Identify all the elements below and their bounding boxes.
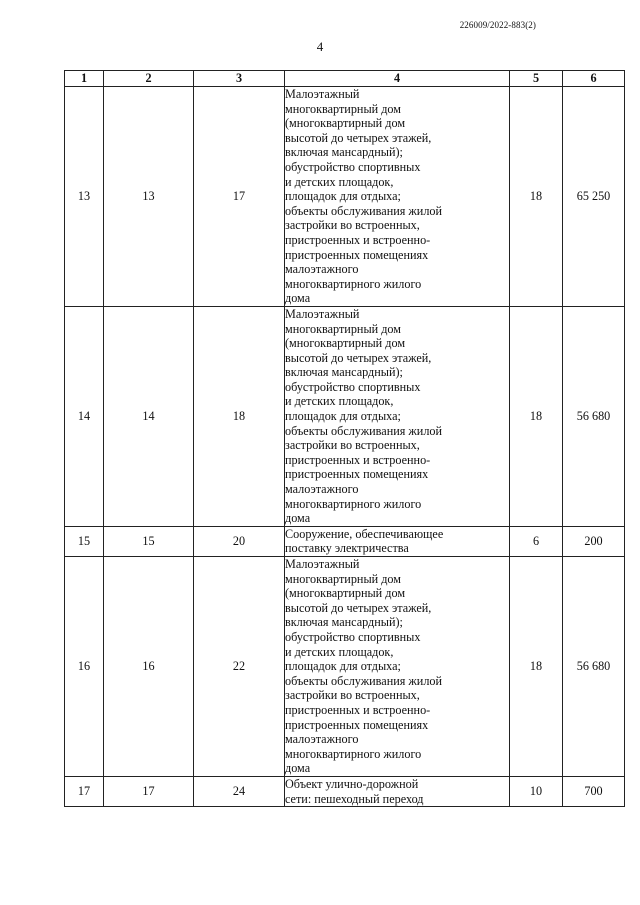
description-line: Сооружение, обеспечивающее bbox=[285, 526, 444, 541]
column-5-cell: 10 bbox=[510, 776, 563, 806]
description-line: застройки во встроенных, bbox=[285, 438, 420, 453]
description-line: площадок для отдыха; bbox=[285, 659, 401, 674]
description-line: дома bbox=[285, 291, 311, 306]
area-cell: 56 680 bbox=[563, 306, 625, 526]
description-line: высотой до четырех этажей, bbox=[285, 350, 432, 365]
description-line: многоквартирного жилого bbox=[285, 746, 422, 761]
column-header: 4 bbox=[285, 71, 510, 87]
usage-description-cell bbox=[285, 557, 510, 777]
description-line: Малоэтажный bbox=[285, 557, 360, 571]
description-line: поставку электричества bbox=[285, 541, 409, 556]
description-line: Малоэтажный bbox=[285, 87, 360, 101]
description-line: пристроенных помещениях bbox=[285, 467, 429, 482]
description-line: (многоквартирный дом bbox=[285, 116, 406, 131]
description-line: объекты обслуживания жилой bbox=[285, 423, 443, 438]
description-line: многоквартирный дом bbox=[285, 101, 401, 116]
parcel-table bbox=[64, 70, 625, 807]
description-line: (многоквартирный дом bbox=[285, 586, 406, 601]
description-line: дома bbox=[285, 761, 311, 776]
description-line: застройки во встроенных, bbox=[285, 218, 420, 233]
description-line: многоквартирный дом bbox=[285, 571, 401, 586]
description-line: пристроенных и встроенно- bbox=[285, 702, 431, 717]
table-header-row bbox=[65, 71, 625, 87]
description-line: и детских площадок, bbox=[285, 394, 394, 409]
column-5-cell: 6 bbox=[510, 526, 563, 556]
column-header: 5 bbox=[510, 71, 563, 87]
column-3-cell: 24 bbox=[194, 776, 285, 806]
table-row bbox=[65, 526, 625, 556]
description-line: малоэтажного bbox=[285, 262, 359, 277]
table-row bbox=[65, 306, 625, 526]
description-line: малоэтажного bbox=[285, 482, 359, 497]
row-number-cell: 17 bbox=[65, 776, 104, 806]
column-header: 2 bbox=[104, 71, 194, 87]
area-cell: 700 bbox=[563, 776, 625, 806]
column-5-cell: 18 bbox=[510, 87, 563, 307]
description-line: высотой до четырех этажей, bbox=[285, 130, 432, 145]
column-3-cell: 22 bbox=[194, 557, 285, 777]
description-line: многоквартирный дом bbox=[285, 321, 401, 336]
description-line: обустройство спортивных bbox=[285, 159, 421, 174]
table-body bbox=[65, 87, 625, 807]
description-line: включая мансардный); bbox=[285, 145, 403, 160]
usage-description-cell bbox=[285, 306, 510, 526]
table-row bbox=[65, 87, 625, 307]
description-line: (многоквартирный дом bbox=[285, 336, 406, 351]
description-line: объекты обслуживания жилой bbox=[285, 673, 443, 688]
column-2-cell: 14 bbox=[104, 306, 194, 526]
description-line: многоквартирного жилого bbox=[285, 496, 422, 511]
column-2-cell: 17 bbox=[104, 776, 194, 806]
description-line: пристроенных и встроенно- bbox=[285, 232, 431, 247]
description-line: пристроенных помещениях bbox=[285, 717, 429, 732]
description-line: пристроенных и встроенно- bbox=[285, 452, 431, 467]
description-line: обустройство спортивных bbox=[285, 629, 421, 644]
table-row bbox=[65, 776, 625, 806]
description-line: высотой до четырех этажей, bbox=[285, 600, 432, 615]
table-row bbox=[65, 557, 625, 777]
area-cell: 65 250 bbox=[563, 87, 625, 307]
column-3-cell: 18 bbox=[194, 306, 285, 526]
row-number-cell: 14 bbox=[65, 306, 104, 526]
row-number-cell: 13 bbox=[65, 87, 104, 307]
column-header: 3 bbox=[194, 71, 285, 87]
column-2-cell: 16 bbox=[104, 557, 194, 777]
page-number: 4 bbox=[316, 39, 324, 54]
column-2-cell: 15 bbox=[104, 526, 194, 556]
column-3-cell: 17 bbox=[194, 87, 285, 307]
description-line: Малоэтажный bbox=[285, 306, 360, 321]
row-number-cell: 15 bbox=[65, 526, 104, 556]
description-line: дома bbox=[285, 511, 311, 526]
description-line: Объект улично-дорожной bbox=[285, 776, 419, 791]
description-line: включая мансардный); bbox=[285, 615, 403, 630]
column-5-cell: 18 bbox=[510, 306, 563, 526]
usage-description-cell bbox=[285, 87, 510, 307]
description-line: сети: пешеходный переход bbox=[285, 791, 424, 806]
description-line: пристроенных помещениях bbox=[285, 247, 429, 262]
description-line: площадок для отдыха; bbox=[285, 409, 401, 424]
description-line: и детских площадок, bbox=[285, 644, 394, 659]
usage-description-cell bbox=[285, 526, 510, 556]
description-line: площадок для отдыха; bbox=[285, 189, 401, 204]
description-line: объекты обслуживания жилой bbox=[285, 203, 443, 218]
description-line: малоэтажного bbox=[285, 732, 359, 747]
column-header: 6 bbox=[563, 71, 625, 87]
column-header: 1 bbox=[65, 71, 104, 87]
description-line: включая мансардный); bbox=[285, 365, 403, 380]
column-2-cell: 13 bbox=[104, 87, 194, 307]
usage-description-cell bbox=[285, 776, 510, 806]
document-registration-number: 226009/2022-883(2) bbox=[459, 20, 536, 30]
column-3-cell: 20 bbox=[194, 526, 285, 556]
description-line: и детских площадок, bbox=[285, 174, 394, 189]
description-line: застройки во встроенных, bbox=[285, 688, 420, 703]
area-cell: 200 bbox=[563, 526, 625, 556]
description-line: обустройство спортивных bbox=[285, 379, 421, 394]
column-5-cell: 18 bbox=[510, 557, 563, 777]
row-number-cell: 16 bbox=[65, 557, 104, 777]
description-line: многоквартирного жилого bbox=[285, 276, 422, 291]
area-cell: 56 680 bbox=[563, 557, 625, 777]
